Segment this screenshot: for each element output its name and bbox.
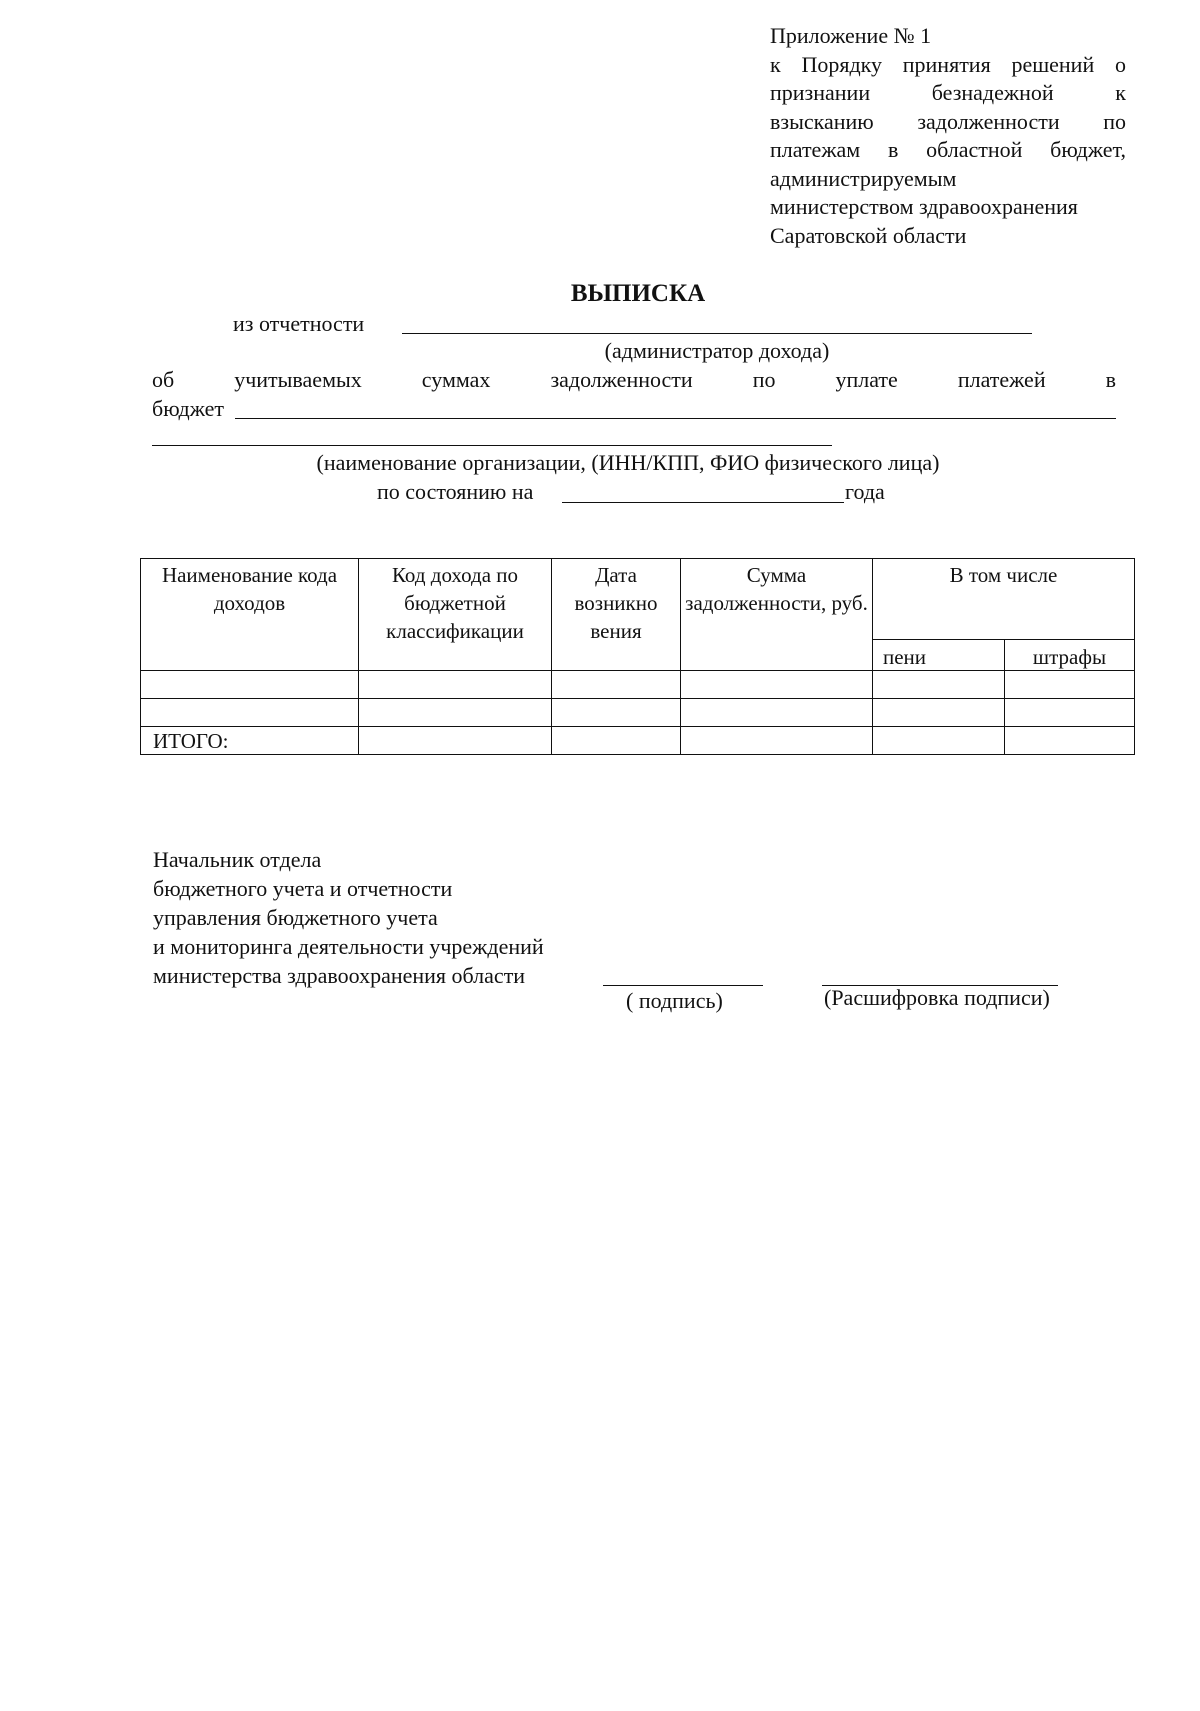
organization-blank-line[interactable] (152, 445, 832, 446)
word: суммах (421, 367, 491, 392)
appendix-number: Приложение № 1 (770, 23, 932, 48)
budget-label: бюджет (152, 396, 224, 421)
appendix-line-3 (770, 79, 1126, 108)
word: по (1103, 108, 1126, 134)
header-sum (681, 559, 873, 671)
word: признании (770, 80, 871, 105)
administrator-blank-line[interactable] (402, 333, 1032, 334)
debts-line (152, 367, 1116, 393)
appendix-line-7: министерством здравоохранения (770, 194, 1078, 219)
header-income-name (141, 559, 359, 671)
word: задолженности (917, 108, 1060, 134)
table-cell[interactable] (1005, 726, 1135, 754)
table-header-row (141, 559, 1135, 640)
appendix-line-2 (770, 51, 1126, 80)
appendix-line-8: Саратовской области (770, 222, 967, 248)
word: уплате (835, 367, 898, 392)
header-date-line: вения (590, 619, 642, 643)
table-cell[interactable] (1005, 670, 1135, 698)
signer-position-line: Начальник отдела (153, 847, 322, 872)
word: решений (1011, 51, 1095, 77)
word: учитываемых (234, 367, 362, 392)
word: бюджет, (1050, 137, 1126, 162)
header-including-label: В том числе (949, 563, 1058, 587)
header-date-line: Дата (595, 563, 637, 587)
decryption-hint: (Расшифровка подписи) (824, 985, 1050, 1010)
as-of-label: по состоянию на (377, 479, 534, 504)
header-income-name-label: Наименование кода доходов (161, 563, 338, 615)
header-income-code-label: Код дохода по бюджетной классификации (386, 563, 524, 643)
appendix-note (770, 22, 1126, 250)
header-date-line: возникно (574, 591, 658, 615)
word: безнадежной (931, 80, 1054, 105)
year-label: года (845, 479, 885, 504)
word: в (1105, 367, 1116, 392)
table-cell[interactable] (141, 670, 359, 698)
table-cell[interactable] (359, 670, 552, 698)
organization-hint: (наименование организации, (ИНН/КПП, ФИО физического лица) (316, 450, 940, 475)
document-title: ВЫПИСКА (570, 280, 706, 307)
word: к (1115, 80, 1126, 105)
header-fines (1005, 640, 1135, 670)
word: принятия (902, 51, 991, 77)
appendix-line-6: администрируемым (770, 165, 957, 191)
table-cell[interactable] (1005, 698, 1135, 726)
total-row (141, 726, 1135, 754)
word: о (1114, 51, 1126, 77)
word: Порядку (801, 51, 883, 77)
budget-blank-line[interactable] (235, 418, 1116, 419)
word: взысканию (770, 108, 874, 134)
signer-position (153, 845, 544, 990)
date-blank-line[interactable] (562, 502, 844, 503)
debts-table (140, 558, 1135, 755)
signature-blank-line[interactable] (603, 985, 763, 986)
table-cell[interactable] (873, 670, 1005, 698)
table-cell[interactable] (873, 726, 1005, 754)
header-sum-label: Сумма задолженности, руб. (685, 563, 868, 615)
word: платежам (770, 137, 861, 162)
table-cell[interactable] (552, 726, 681, 754)
total-label: ИТОГО: (153, 729, 229, 753)
appendix-line-5 (770, 136, 1126, 165)
signer-position-line: бюджетного учета и отчетности (153, 876, 453, 901)
word: задолженности (550, 367, 693, 392)
table-row (141, 670, 1135, 698)
signer-position-line: министерства здравоохранения области (153, 963, 526, 988)
header-penalties (873, 640, 1005, 670)
table-cell[interactable] (552, 670, 681, 698)
word: областной (926, 137, 1023, 162)
word: по (752, 367, 776, 392)
table-cell[interactable] (359, 726, 552, 754)
from-reporting-label: из отчетности (233, 311, 365, 336)
table-cell[interactable] (873, 698, 1005, 726)
header-penalties-label: пени (883, 644, 927, 669)
table-cell[interactable] (552, 698, 681, 726)
appendix-line-4 (770, 108, 1126, 137)
table-cell[interactable] (681, 698, 873, 726)
word: в (887, 137, 899, 162)
table-cell[interactable] (681, 726, 873, 754)
word: платежей (957, 367, 1046, 392)
header-including (873, 559, 1135, 640)
signer-position-line: управления бюджетного учета (153, 905, 438, 930)
table-cell[interactable] (141, 698, 359, 726)
table-row (141, 698, 1135, 726)
header-date (552, 559, 681, 671)
word: к (770, 51, 781, 77)
table-cell[interactable] (681, 670, 873, 698)
total-label-cell (141, 726, 359, 754)
word: об (152, 367, 175, 392)
signature-hint: ( подпись) (626, 988, 723, 1013)
signer-position-line: и мониторинга деятельности учреждений (153, 934, 544, 959)
header-fines-label: штрафы (1032, 644, 1107, 669)
administrator-hint: (администратор дохода) (604, 338, 830, 363)
header-income-code (359, 559, 552, 671)
table-cell[interactable] (359, 698, 552, 726)
